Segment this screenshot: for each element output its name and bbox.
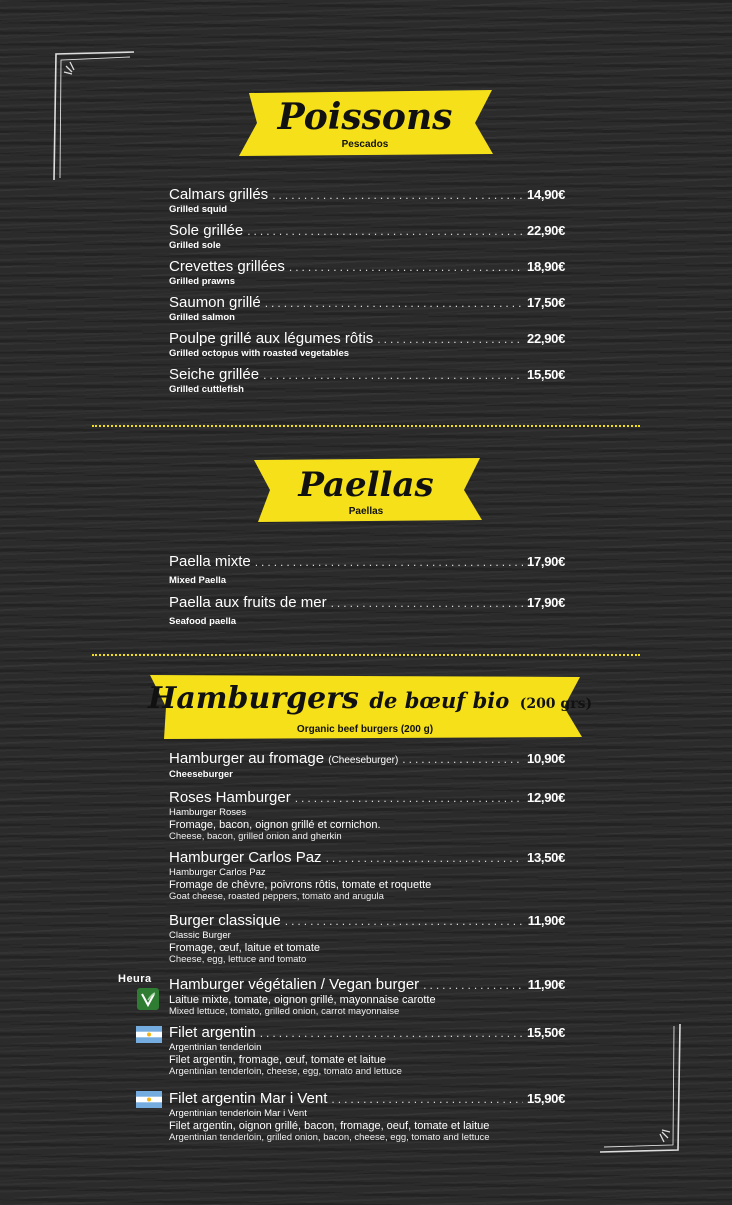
item-name: Poulpe grillé aux légumes rôtis bbox=[169, 330, 374, 347]
leader-dots bbox=[285, 913, 524, 930]
menu-item bbox=[169, 789, 565, 842]
item-name-note: (Cheeseburger) bbox=[328, 755, 399, 766]
item-translation: Argentinian tenderloin Mar i Vent bbox=[169, 1108, 307, 1119]
item-description-en: Cheese, bacon, grilled onion and gherkin bbox=[169, 831, 342, 842]
item-price: 17,90€ bbox=[527, 595, 565, 610]
item-translation: Grilled octopus with roasted vegetables bbox=[169, 348, 350, 359]
section-title: Poissons bbox=[277, 96, 453, 138]
item-description: Fromage de chèvre, poivrons rôtis, tomate et roquette bbox=[169, 879, 432, 891]
item-translation: Cheeseburger bbox=[169, 769, 233, 780]
menu-item bbox=[169, 553, 565, 587]
title-rest: de bœuf bio bbox=[369, 688, 510, 713]
item-price: 15,50€ bbox=[527, 1025, 565, 1040]
item-name: Paella mixte bbox=[169, 553, 251, 570]
item-name: Sole grillée bbox=[169, 222, 244, 239]
item-price: 18,90€ bbox=[527, 259, 565, 274]
menu-item bbox=[169, 912, 565, 965]
leader-dots bbox=[331, 595, 523, 612]
menu-item bbox=[169, 750, 565, 781]
leader-dots bbox=[377, 331, 523, 348]
title-weight: (200 grs) bbox=[519, 696, 593, 712]
item-name: Seiche grillée bbox=[169, 366, 260, 383]
leader-dots bbox=[272, 187, 523, 204]
section-title: Paellas bbox=[298, 465, 434, 505]
section-divider bbox=[92, 654, 640, 656]
item-name: Crevettes grillées bbox=[169, 258, 285, 275]
section-divider bbox=[92, 425, 640, 427]
item-name: Saumon grillé bbox=[169, 294, 261, 311]
leader-dots bbox=[263, 367, 523, 384]
menu-item bbox=[169, 849, 565, 902]
leader-dots bbox=[331, 1091, 523, 1108]
item-price: 17,90€ bbox=[527, 554, 565, 569]
item-translation: Grilled prawns bbox=[169, 276, 235, 287]
item-name-main: Hamburger au fromage bbox=[169, 750, 325, 767]
leader-dots bbox=[255, 554, 523, 571]
item-description-en: Argentinian tenderloin, grilled onion, bacon, cheese, egg, tomato and lettuce bbox=[169, 1132, 490, 1143]
item-price: 14,90€ bbox=[527, 187, 565, 202]
item-translation: Grilled sole bbox=[169, 240, 221, 251]
item-description: Fromage, œuf, laitue et tomate bbox=[169, 942, 321, 954]
section-title bbox=[148, 681, 593, 716]
heura-logo: Heura bbox=[118, 973, 152, 985]
item-price: 22,90€ bbox=[527, 331, 565, 346]
item-description-en: Cheese, egg, lettuce and tomato bbox=[169, 954, 307, 965]
vegan-icon bbox=[137, 988, 159, 1010]
item-name bbox=[169, 750, 398, 769]
item-price: 22,90€ bbox=[527, 223, 565, 238]
menu-item bbox=[169, 1024, 565, 1077]
leader-dots bbox=[260, 1025, 523, 1042]
hamburgers-banner bbox=[148, 675, 593, 739]
menu-item bbox=[169, 366, 565, 396]
item-price: 15,90€ bbox=[527, 1091, 565, 1106]
section-subtitle: Organic beef burgers (200 g) bbox=[296, 724, 434, 735]
item-name: Filet argentin Mar i Vent bbox=[169, 1090, 328, 1107]
item-translation: Mixed Paella bbox=[169, 575, 227, 586]
argentina-flag-icon bbox=[136, 1026, 162, 1043]
poissons-banner bbox=[237, 90, 493, 156]
item-translation: Argentinian tenderloin bbox=[169, 1042, 262, 1053]
leader-dots bbox=[265, 295, 523, 312]
menu-item bbox=[169, 258, 565, 288]
item-price: 13,50€ bbox=[527, 850, 565, 865]
item-description: Fromage, bacon, oignon grillé et cornichon. bbox=[169, 819, 381, 831]
menu-item bbox=[169, 976, 565, 1017]
item-price: 10,90€ bbox=[527, 751, 565, 766]
section-subtitle: Pescados bbox=[341, 139, 389, 150]
item-description-en: Mixed lettuce, tomato, grilled onion, carrot mayonnaise bbox=[169, 1006, 400, 1017]
item-name: Hamburger végétalien / Vegan burger bbox=[169, 976, 420, 993]
item-price: 15,50€ bbox=[527, 367, 565, 382]
leader-dots bbox=[295, 790, 523, 807]
corner-ornament-top-left bbox=[48, 48, 138, 183]
menu-item bbox=[169, 186, 565, 216]
menu-item bbox=[169, 294, 565, 324]
item-translation: Grilled salmon bbox=[169, 312, 235, 323]
menu-item bbox=[169, 594, 565, 628]
leader-dots bbox=[326, 850, 523, 867]
item-name: Filet argentin bbox=[169, 1024, 256, 1041]
item-description-en: Argentinian tenderloin, cheese, egg, tomato and lettuce bbox=[169, 1066, 402, 1077]
title-main: Hamburgers bbox=[148, 681, 359, 716]
item-translation: Classic Burger bbox=[169, 930, 231, 941]
item-price: 17,50€ bbox=[527, 295, 565, 310]
item-translation: Seafood paella bbox=[169, 616, 237, 627]
item-description: Filet argentin, fromage, œuf, tomate et laitue bbox=[169, 1054, 387, 1066]
item-name: Hamburger Carlos Paz bbox=[169, 849, 322, 866]
item-translation: Hamburger Roses bbox=[169, 807, 247, 818]
item-name: Paella aux fruits de mer bbox=[169, 594, 327, 611]
leader-dots bbox=[247, 223, 523, 240]
item-description: Laitue mixte, tomate, oignon grillé, mayonnaise carotte bbox=[169, 994, 436, 1006]
item-price: 11,90€ bbox=[527, 977, 565, 992]
item-name: Roses Hamburger bbox=[169, 789, 291, 806]
menu-item bbox=[169, 222, 565, 252]
corner-ornament-bottom-right bbox=[596, 1022, 686, 1157]
item-translation: Grilled cuttlefish bbox=[169, 384, 244, 395]
item-description-en: Goat cheese, roasted peppers, tomato and arugula bbox=[169, 891, 384, 902]
item-name: Calmars grillés bbox=[169, 186, 269, 203]
item-translation: Grilled squid bbox=[169, 204, 228, 215]
leader-dots bbox=[289, 259, 523, 276]
leader-dots bbox=[423, 977, 524, 994]
item-price: 12,90€ bbox=[527, 790, 565, 805]
paellas-banner bbox=[250, 458, 482, 522]
item-translation: Hamburger Carlos Paz bbox=[169, 867, 266, 878]
menu-item bbox=[169, 330, 565, 360]
item-price: 11,90€ bbox=[527, 913, 565, 928]
section-subtitle: Paellas bbox=[348, 506, 384, 517]
menu-item bbox=[169, 1090, 565, 1143]
item-description: Filet argentin, oignon grillé, bacon, fromage, oeuf, tomate et laitue bbox=[169, 1120, 490, 1132]
leader-dots bbox=[402, 751, 523, 768]
argentina-flag-icon bbox=[136, 1091, 162, 1108]
item-name: Burger classique bbox=[169, 912, 281, 929]
